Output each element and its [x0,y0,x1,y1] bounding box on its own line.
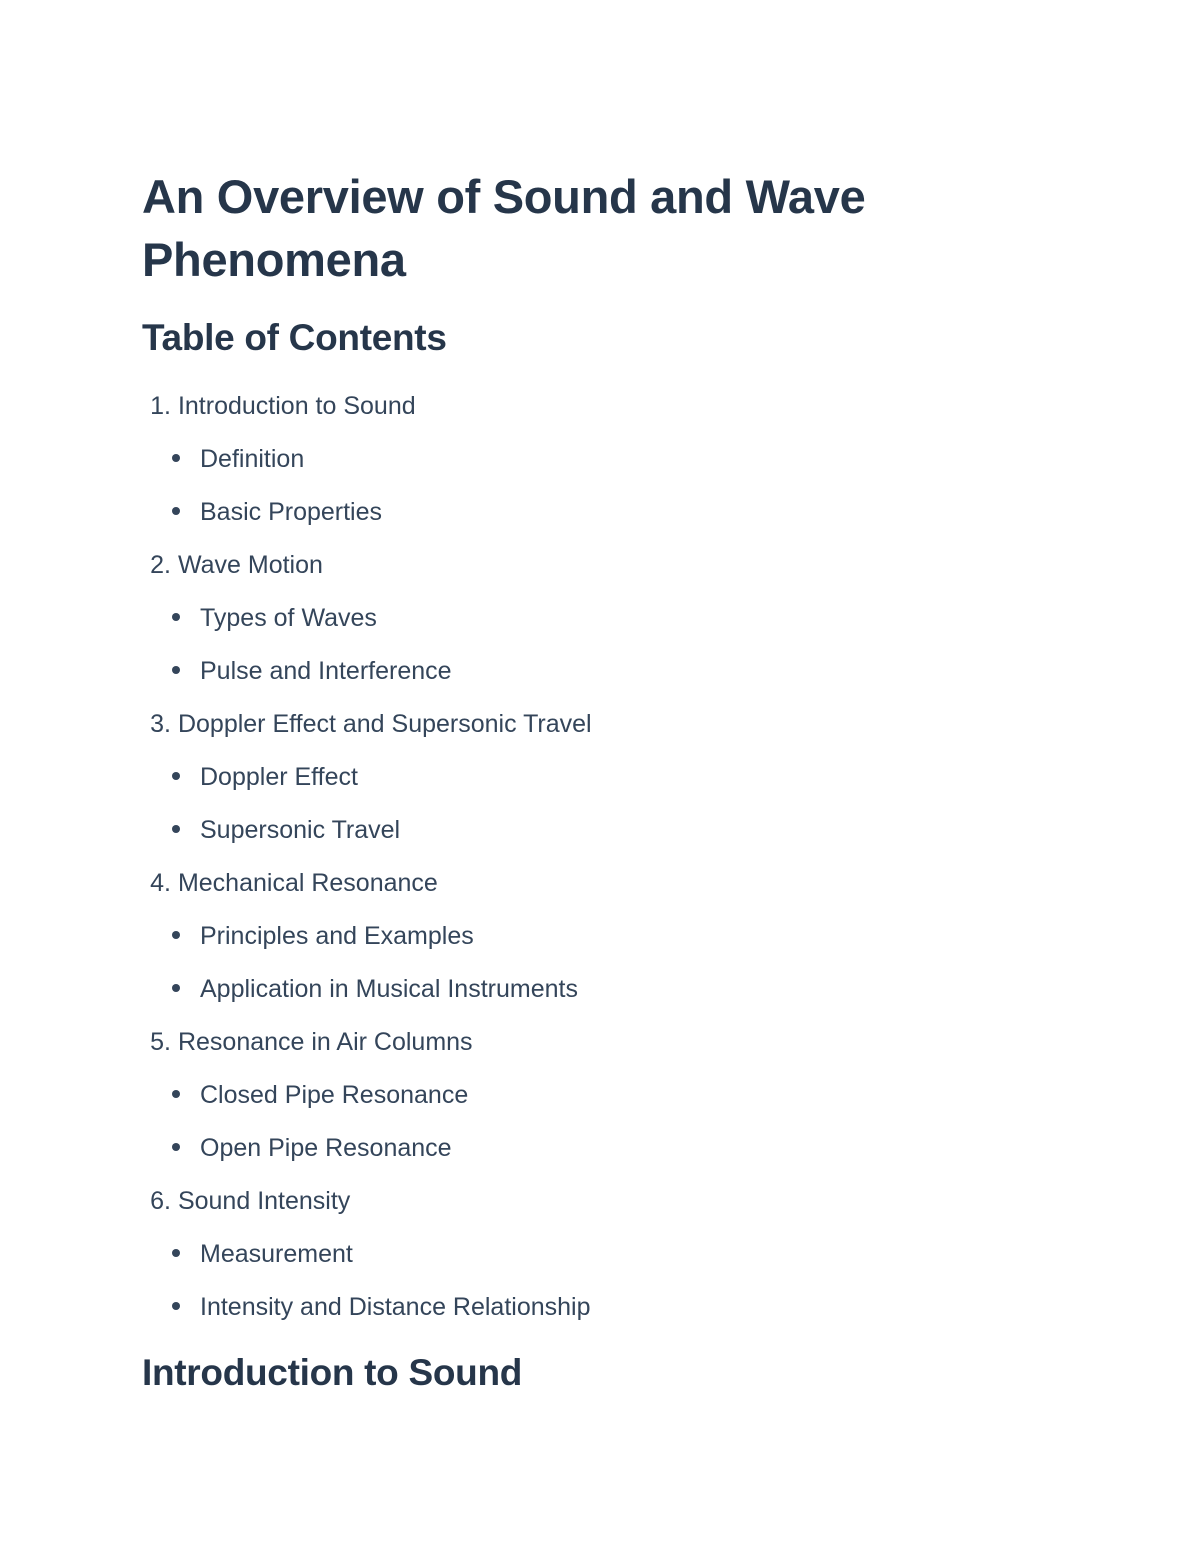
toc-item-3[interactable] [142,698,592,751]
toc-subitem[interactable] [172,804,400,857]
toc-item-1[interactable] [142,380,416,433]
toc-item-number: 3. [150,710,171,738]
toc-subitem-label: Open Pipe Resonance [200,1134,452,1162]
toc-subitem-label: Principles and Examples [200,922,474,950]
bullet-icon [172,931,180,939]
toc-item-label: Doppler Effect and Supersonic Travel [177,710,592,738]
toc-subitem[interactable] [172,1122,452,1175]
section-heading: Introduction to Sound [142,1352,523,1393]
toc-subitem-label: Pulse and Interference [200,657,452,685]
toc-subitem[interactable] [172,1228,353,1281]
toc-item-4[interactable] [142,857,438,910]
toc-subitem[interactable] [172,433,304,486]
bullet-icon [172,454,180,462]
toc-item-2[interactable] [142,539,323,592]
bullet-icon [172,825,180,833]
bullet-icon [172,666,180,674]
bullet-icon [172,613,180,621]
toc-item-label: Introduction to Sound [177,392,416,420]
bullet-icon [172,1143,180,1151]
toc-subitem-label: Basic Properties [200,498,383,526]
toc-item-number: 6. [150,1187,171,1215]
toc-item-label: Wave Motion [177,551,323,579]
toc-subitem-label: Measurement [200,1240,353,1268]
toc-subitem[interactable] [172,963,578,1016]
toc-item-6[interactable] [142,1175,350,1228]
toc-heading: Table of Contents [142,317,447,358]
document-title: An Overview of Sound and Wave Phenomena [142,170,866,286]
toc-subitem[interactable] [172,1281,591,1334]
bullet-icon [172,984,180,992]
bullet-icon [172,507,180,515]
toc-subitem-label: Supersonic Travel [200,816,401,844]
toc-item-number: 2. [150,551,171,579]
toc-subitem-label: Definition [200,445,305,473]
toc-item-5[interactable] [142,1016,473,1069]
toc-subitem[interactable] [172,486,382,539]
toc-item-label: Mechanical Resonance [177,869,438,897]
toc-subitem[interactable] [172,910,474,963]
toc-subitem[interactable] [172,645,452,698]
bullet-icon [172,772,180,780]
toc-subitem-label: Closed Pipe Resonance [200,1081,469,1109]
toc-item-number: 5. [150,1028,171,1056]
toc-subitem-label: Doppler Effect [200,763,358,791]
toc-subitem[interactable] [172,1069,468,1122]
toc-item-label: Sound Intensity [177,1187,351,1215]
toc-item-number: 4. [150,869,171,897]
toc-subitem[interactable] [172,751,358,804]
bullet-icon [172,1090,180,1098]
bullet-icon [172,1249,180,1257]
toc-item-number: 1. [150,392,171,420]
toc-subitem[interactable] [172,592,377,645]
toc-subitem-label: Intensity and Distance Relationship [200,1293,591,1321]
bullet-icon [172,1302,180,1310]
toc-item-label: Resonance in Air Columns [177,1028,473,1056]
toc-subitem-label: Application in Musical Instruments [200,975,578,1003]
toc-subitem-label: Types of Waves [200,604,377,632]
